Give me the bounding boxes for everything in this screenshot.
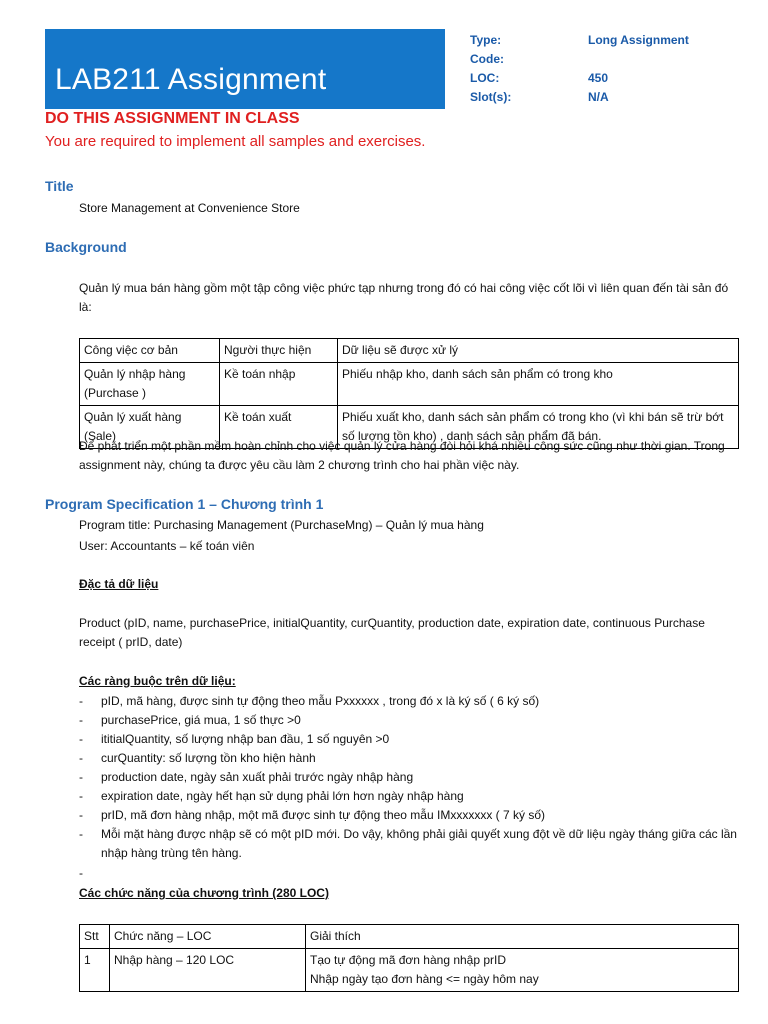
constraints-heading: Các ràng buộc trên dữ liệu:	[79, 674, 236, 688]
list-item: - production date, ngày sản xuất phải trước ngày nhập hàng	[79, 768, 739, 787]
list-item: - curQuantity: số lượng tồn kho hiện hành	[79, 749, 739, 768]
table-header-cell: Người thực hiện	[220, 339, 338, 363]
notice-heading: DO THIS ASSIGNMENT IN CLASS	[45, 110, 300, 127]
list-item: - pID, mã hàng, được sinh tự động theo mẫu Pxxxxxx , trong đó x là ký số ( 6 ký số)	[79, 692, 739, 711]
title-banner	[45, 29, 445, 109]
section-heading-spec1: Program Specification 1 – Chương trình 1	[45, 496, 324, 512]
data-spec-text: Product (pID, name, purchasePrice, initialQuantity, curQuantity, production date, expiration date, continuous Purchase receipt ( prID, date)	[79, 616, 705, 649]
notice-subtext: You are required to implement all samples and exercises.	[45, 133, 426, 150]
background-intro: Quản lý mua bán hàng gồm một tập công việc phức tạp nhưng trong đó có hai công việc cốt lõi vì liên quan đến tài sản đó là:	[79, 281, 729, 314]
assignment-meta	[470, 30, 738, 106]
list-item: - ititialQuantity, số lượng nhập ban đầu, 1 số nguyên >0	[79, 730, 739, 749]
list-item: - purchasePrice, giá mua, 1 số thực >0	[79, 711, 739, 730]
program-title-text: Program title: Purchasing Management (PurchaseMng) – Quản lý mua hàng	[79, 518, 484, 532]
table-header-row	[80, 925, 739, 949]
meta-row	[470, 49, 738, 68]
meta-row	[470, 87, 738, 106]
table-cell: Quản lý nhập hàng (Purchase )	[80, 363, 220, 406]
table-cell: Phiếu nhập kho, danh sách sản phẩm có trong kho	[338, 363, 739, 406]
table-cell: Kề toán xuất	[220, 406, 338, 449]
functions-heading: Các chức năng của chương trình (280 LOC)	[79, 886, 329, 900]
background-outro: Để phát triển một phần mềm hoàn chỉnh cho việc quản lý cửa hàng đòi hỏi khá nhiều công sức cũng như thời gian. Trong assignment này, chúng ta được yêu cầu làm 2 chương trình cho hai phần việc này.	[79, 439, 725, 472]
table-header-cell: Công việc cơ bản	[80, 339, 220, 363]
meta-row	[470, 30, 738, 49]
functions-table	[79, 924, 739, 992]
document-title: LAB211 Assignment	[55, 63, 327, 96]
table-header-cell: Stt	[80, 925, 110, 949]
table-header-row	[80, 339, 739, 363]
table-header-cell: Chức năng – LOC	[110, 925, 306, 949]
background-table	[79, 338, 739, 449]
table-cell	[306, 949, 739, 992]
section-heading-background: Background	[45, 239, 127, 255]
list-item: - prID, mã đơn hàng nhập, một mã được sinh tự động theo mẫu IMxxxxxxx ( 7 ký số)	[79, 806, 739, 825]
table-cell: Nhập hàng – 120 LOC	[110, 949, 306, 992]
table-row	[80, 949, 739, 992]
meta-key: Slot(s):	[470, 89, 512, 104]
meta-key: Type:	[470, 32, 502, 47]
list-item: - Mỗi mặt hàng được nhập sẽ có một pID mới. Do vậy, không phải giải quyết xung đột về dữ liệu ngày tháng giữa các lần nhập hàng trùng tên hàng.	[79, 825, 739, 863]
table-cell: Quản lý xuất hàng (Sale)	[80, 406, 220, 449]
program-user-text: User: Accountants – kế toán viên	[79, 539, 255, 553]
meta-value: Long Assignment	[588, 32, 689, 47]
meta-value: N/A	[588, 89, 609, 104]
table-cell: Kề toán nhập	[220, 363, 338, 406]
section-heading-title: Title	[45, 178, 74, 194]
table-header-cell: Dữ liệu sẽ được xử lý	[338, 339, 739, 363]
table-cell: 1	[80, 949, 110, 992]
meta-key: Code:	[470, 51, 504, 66]
table-cell: Phiếu xuất kho, danh sách sản phẩm có trong kho (vì khi bán sẽ trừ bớt số lượng tồn kho) , danh sách sản phẩm đã bán.	[338, 406, 739, 449]
data-spec-heading: Đặc tả dữ liệu	[79, 577, 159, 591]
stray-dash: -	[79, 866, 83, 880]
title-text: Store Management at Convenience Store	[79, 201, 300, 215]
table-row	[80, 363, 739, 406]
constraints-list	[79, 692, 739, 863]
meta-row	[470, 68, 738, 87]
table-cell-line: Tạo tự động mã đơn hàng nhập prID	[310, 953, 507, 967]
list-item: - expiration date, ngày hết hạn sử dụng phải lớn hơn ngày nhập hàng	[79, 787, 739, 806]
meta-key: LOC:	[470, 70, 500, 85]
meta-value: 450	[588, 70, 609, 85]
table-header-cell: Giải thích	[306, 925, 739, 949]
table-cell-line: Nhập ngày tạo đơn hàng <= ngày hôm nay	[310, 972, 539, 986]
